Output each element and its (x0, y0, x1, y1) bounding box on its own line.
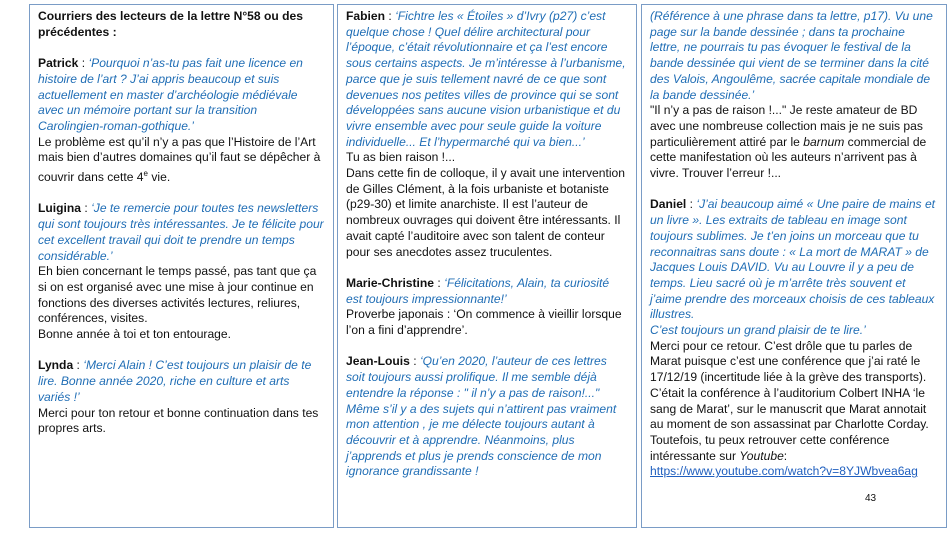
reader-name: Lynda (38, 358, 74, 373)
reply-daniel-2 (650, 433, 938, 464)
reply-marie-christine: Proverbe japonais : ‘On commence à vieillir lorsque l’on a fini d’apprendre’. (346, 307, 622, 338)
reply-fabien-2: Dans cette fin de colloque, il y avait une intervention de Gilles Clément, à la fois urbaniste et botaniste (p29-30) et limite anarchiste. Il est l’auteur de nombreux ouvrages qui doivent être intéressants. Il avait capté l’auditoire avec son talent de conteur pour ses anecdotes assez truculentes. (346, 166, 625, 259)
reader-quote: ‘Qu’en 2020, l’auteur de ces lettres soit toujours aussi prolifique. Il me semble déjà entendre la réponse : " il n’y a pas de raison!..." Même s’il y a des sujets qui n’attirent pas vraiment mon attention , je me délecte toujours autant à découvrir et à apprendre. Néanmoins, plus j’apprends et plus je prends conscience de mon ignorance grandissante ! (346, 354, 617, 479)
letter-luigina (38, 201, 325, 264)
letter-marie-christine (346, 276, 628, 307)
column-2 (337, 4, 637, 528)
reply-text: "Il n’y a pas de raison !..." Je reste amateur de BD avec une nombreuse collection mais je ne suis pas particulièrement attiré par le (650, 103, 923, 149)
page-number: 43 (865, 493, 877, 504)
reader-name: Marie-Christine (346, 275, 435, 290)
column-1 (29, 4, 334, 528)
reply-text: Le problème est qu’il n’y a pas que l’Histoire de l’Art mais bien d’autres domaines qu’il faut se dépêcher à couvrir dans cette 4 (38, 134, 321, 185)
reply-lynda: Merci pour ton retour et bonne continuation dans tes propres arts. (38, 405, 319, 436)
reader-quote: ‘Pourquoi n’as-tu pas fait une licence en histoire de l’art ? J’ai appris beaucoup et suis actuellement en master d’archéologie médiévale avec un mémoire portant sur la transition Carolingien-roman-gothique.’ (38, 56, 303, 133)
reader-quote: ‘Félicitations, Alain, ta curiosité est toujours impressionnante!’ (346, 275, 610, 306)
reply-text-end: commercial de cette manifestation où les auteurs n’arrivent pas à vivre. Trouver l’erreur !... (650, 134, 927, 181)
youtube-link-line (650, 464, 938, 480)
letters-title: Courriers des lecteurs de la lettre N°58 ou des précédentes : (38, 9, 303, 39)
letter-lynda (38, 358, 325, 405)
reader-quote: ‘Je te remercie pour toutes tes newsletters qui sont toujours très intéressantes. Je te félicite pour cet excellent travail qui doit te prendre un temps considérable.’ (38, 201, 324, 263)
separator: : (73, 358, 84, 373)
reader-quote: ‘Merci Alain ! C’est toujours un plaisir de te lire. Bonne année 2020, riche en culture et arts variés !’ (38, 358, 312, 404)
reply-patrick (38, 135, 325, 186)
column-3 (641, 4, 947, 528)
reader-name: Jean-Louis (346, 354, 410, 369)
reader-name: Luigina (38, 201, 81, 216)
separator: : (78, 56, 89, 71)
separator: : (384, 9, 396, 23)
reply-text-end: vie. (148, 170, 171, 185)
reply-jean-louis (650, 103, 938, 182)
separator: : (409, 354, 420, 369)
youtube-link[interactable]: https://www.youtube.com/watch?v=8YJWbvea6ag (650, 464, 918, 479)
reply-luigina-2: Bonne année à toi et ton entourage. (38, 327, 231, 342)
letter-daniel (650, 197, 938, 323)
reply-text-end: : (783, 448, 788, 463)
letter-jean-louis (346, 354, 628, 480)
reader-name: Fabien (346, 9, 385, 23)
reply-fabien-1: Tu as bien raison !... (346, 150, 456, 165)
reader-quote: ‘J’ai beaucoup aimé « Une paire de mains et un livre ». Les extraits de tableau en image sont toujours sublimes. Je t’en joins un morceau que tu reconnaitras sans doute : « La mort de MARAT » de Jacques Louis DAVID. Vu au Louvre il y a peu de temps. Lieu sacré où je m’arrête très souvent et j’aime prendre des morceaux choisis de ces tableaux illustres. (650, 197, 936, 322)
reader-quote-end: C’est toujours un grand plaisir de te lire.’ (650, 323, 866, 338)
separator: : (686, 197, 697, 212)
separator: : (81, 201, 92, 216)
letter-jean-louis-continued: (Référence à une phrase dans ta lettre, p17). Vu une page sur la bande dessinée ; dans ta prochaine lettre, ne pourrais tu pas évoquer le festival de la bande dessinée qui vient de se terminer dans la cité des Valois, Angoulême, sacrée capitale mondiale de la bande dessinée.’ (650, 9, 933, 102)
separator: : (434, 275, 445, 290)
reply-emphasis: barnum (803, 134, 845, 149)
reply-luigina: Eh bien concernant le temps passé, pas tant que ça si on est organisé avec une mise à jour continue en fonctions des diverses activités lectures, reliures, conférences, visites. (38, 264, 317, 326)
letter-fabien (346, 9, 628, 150)
reader-name: Patrick (38, 56, 79, 71)
reply-text: Toutefois, tu peux retrouver cette conférence intéressante sur (650, 432, 890, 463)
reply-emphasis: Youtube (739, 448, 784, 463)
reader-quote: ‘Fichtre les « Étoiles » d’Ivry (p27) c’est quelque chose ! Quel délire architectural pour l’époque, c’était révolutionnaire et ça l’est encore sous certains aspects. Je m’intéresse à l’urbanisme, parce que je suis tellement navré de ce que sont devenues nos petites villes de province qui se sont développées sans aucune vision urbanistique et du vivre ensemble avec pour seule guide la voiture individuelle... Et l’hypermarché qui va bien...’ (346, 9, 626, 149)
reader-name: Daniel (650, 197, 687, 212)
reply-daniel: Merci pour ce retour. C’est drôle que tu parles de Marat puisque c’est une conférence que j’ai raté le 17/12/19 (incertitude liée à la grève des transports). C’était la conférence à l’auditorium Colbert INHA ‘le sang de Marat’, sur le manuscrit que Marat annotait au moment de son assassinat par Charlotte Corday. (650, 338, 929, 432)
letter-patrick (38, 56, 325, 135)
superscript: e (143, 169, 148, 179)
